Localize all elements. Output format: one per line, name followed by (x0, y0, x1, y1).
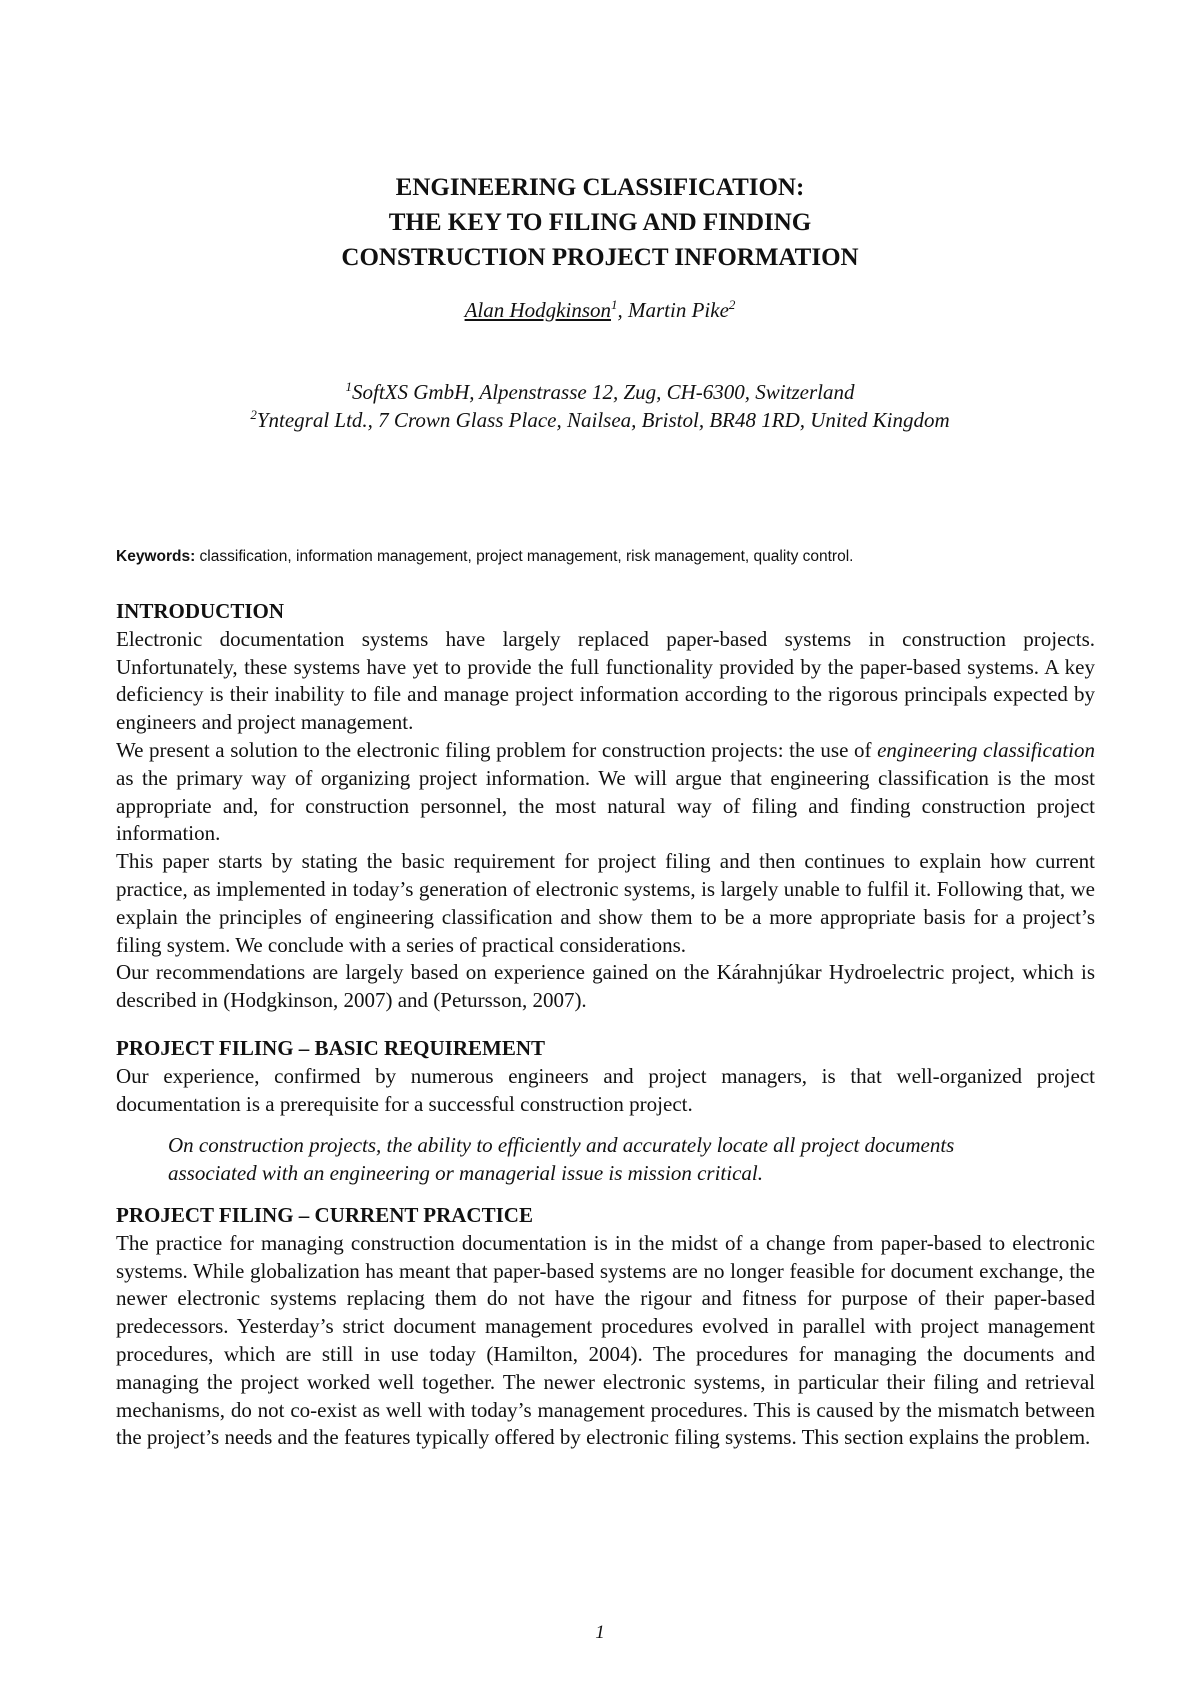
affiliation-mark-2: 2 (250, 407, 257, 422)
page-number: 1 (595, 1622, 605, 1643)
affiliation-text-1: SoftXS GmbH, Alpenstrasse 12, Zug, CH-6300, Switzerland (352, 380, 855, 404)
author-name-1: Alan Hodgkinson (464, 298, 611, 322)
paper-title (0, 170, 1200, 275)
section-heading-current-practice: PROJECT FILING – CURRENT PRACTICE (116, 1202, 533, 1227)
affiliation-2 (0, 406, 1200, 434)
intro-paragraph-2-end: as the primary way of organizing project information. We will argue that engineering classification is the most appropriate and, for construction personnel, the most natural way of filing and finding construction project information. (116, 765, 1095, 846)
keywords-label: Keywords: (116, 548, 196, 565)
author-affiliation-mark-2: 2 (728, 297, 736, 312)
basic-paragraph-1: Our experience, confirmed by numerous engineers and project managers, is that well-organized project documentation is a prerequisite for a successful construction project. (116, 1063, 1095, 1116)
keywords (116, 548, 1100, 566)
keywords-text: classification, information management, project management, risk management, quality control. (195, 548, 854, 565)
affiliation-list (0, 378, 1200, 434)
author-list (0, 296, 1200, 324)
title-line-1: ENGINEERING CLASSIFICATION: (395, 174, 805, 201)
affiliation-text-2: Yntegral Ltd., 7 Crown Glass Place, Nailsea, Bristol, BR48 1RD, United Kingdom (256, 408, 950, 432)
basic-block-quote: On construction projects, the ability to efficiently and accurately locate all project documents associated with an engineering or managerial issue is mission critical. (168, 1133, 955, 1186)
author-name-2: Martin Pike (628, 298, 729, 322)
affiliation-1 (0, 378, 1200, 406)
affiliation-mark-1: 1 (345, 379, 353, 394)
author-separator: , (617, 298, 628, 322)
title-line-2: THE KEY TO FILING AND FINDING (388, 209, 812, 236)
title-line-3: CONSTRUCTION PROJECT INFORMATION (341, 244, 859, 271)
paper-body (116, 598, 1095, 1452)
section-heading-basic-requirement: PROJECT FILING – BASIC REQUIREMENT (116, 1035, 546, 1060)
intro-paragraph-2-emphasis: engineering classification (877, 737, 1095, 762)
intro-paragraph-2 (116, 737, 1095, 848)
section-gap (116, 1015, 1095, 1035)
current-paragraph-1: The practice for managing construction documentation is in the midst of a change from paper-based to electronic systems. While globalization has meant that paper-based systems are no longer feasible for document exchange, the newer electronic systems replacing them do not have the rigour and fitness for purpose of their paper-based predecessors. Yesterday’s strict document management procedures evolved in parallel with project management procedures, which are still in use today (Hamilton, 2004). The procedures for managing the documents and managing the project worked well together. The newer electronic systems, in particular their filing and retrieval mechanisms, do not co-exist as well with today’s management procedures. This is caused by the mismatch between the project’s needs and the features typically offered by electronic filing systems. This section explains the problem. (116, 1230, 1095, 1450)
intro-paragraph-4: Our recommendations are largely based on experience gained on the Kárahnjúkar Hydroelectric project, which is described in (Hodgkinson, 2007) and (Petursson, 2007). (116, 960, 1095, 1013)
section-heading-introduction: INTRODUCTION (116, 599, 285, 623)
intro-paragraph-3: This paper starts by stating the basic requirement for project filing and then continues to explain how current practice, as implemented in today’s generation of electronic systems, is largely unable to fulfil it. Following that, we explain the principles of engineering classification and show them to be a more appropriate basis for a project’s filing system. We conclude with a series of practical considerations. (116, 849, 1095, 957)
author-affiliation-mark-1: 1 (611, 297, 618, 312)
intro-paragraph-2-start: We present a solution to the electronic filing problem for construction projects: the use of (116, 737, 878, 762)
intro-paragraph-1: Electronic documentation systems have largely replaced paper-based systems in construction projects. Unfortunately, these systems have yet to provide the full functionality provided by the paper-based systems. A key deficiency is their inability to file and manage project information according to the rigorous principals expected by engineers and project management. (116, 626, 1095, 735)
